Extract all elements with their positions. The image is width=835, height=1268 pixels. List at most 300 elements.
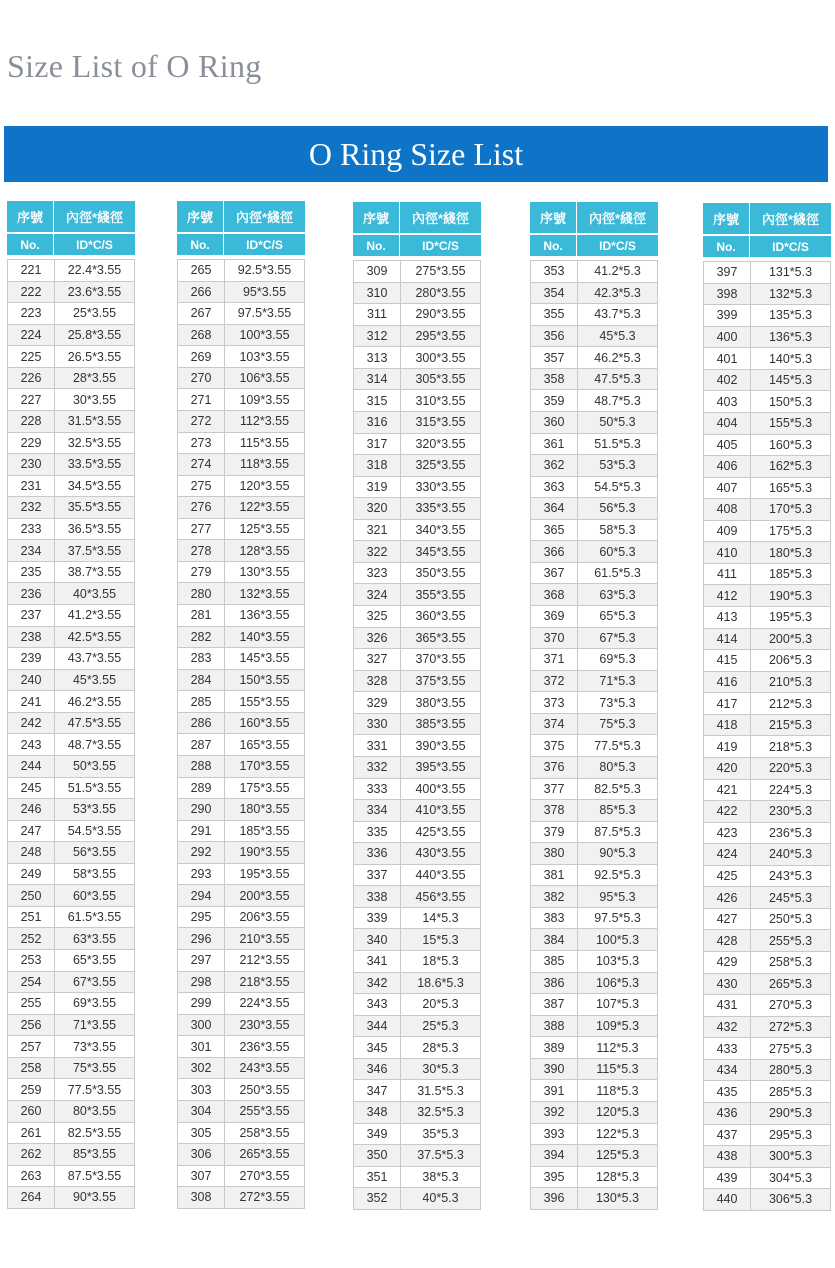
size-number: 327	[354, 649, 401, 670]
table-row	[354, 1124, 481, 1146]
table-row	[178, 670, 305, 692]
table-row	[531, 929, 658, 951]
size-number: 393	[531, 1124, 578, 1145]
size-number: 372	[531, 671, 578, 692]
table-row	[8, 670, 135, 692]
size-dimension: 18.6*5.3	[417, 975, 464, 990]
table-row	[8, 1058, 135, 1080]
table-row	[704, 435, 831, 457]
table-row	[354, 347, 481, 369]
size-dimension: 87.5*3.55	[67, 1168, 122, 1183]
size-number: 349	[354, 1124, 401, 1145]
size-number: 388	[531, 1016, 578, 1037]
size-number: 294	[178, 885, 225, 906]
table-row	[704, 909, 831, 931]
size-number: 436	[704, 1103, 751, 1124]
size-number: 408	[704, 499, 751, 520]
size-number: 252	[8, 928, 55, 949]
table-row	[704, 370, 831, 392]
size-number: 295	[178, 907, 225, 928]
size-dimension: 236*5.3	[768, 825, 813, 840]
size-dimension: 77.5*3.55	[67, 1082, 122, 1097]
table-row	[704, 693, 831, 715]
table-row	[178, 1144, 305, 1166]
table-row	[704, 887, 831, 909]
size-number: 342	[354, 973, 401, 994]
table-row	[8, 325, 135, 347]
size-dimension: 140*5.3	[768, 351, 813, 366]
table-row	[704, 521, 831, 543]
size-dimension: 310*3.55	[415, 393, 466, 408]
size-dimension: 295*5.3	[768, 1127, 813, 1142]
size-number: 375	[531, 735, 578, 756]
table-row	[531, 1188, 658, 1210]
size-number: 314	[354, 369, 401, 390]
size-number: 386	[531, 973, 578, 994]
table-body	[177, 259, 305, 1209]
size-number: 425	[704, 866, 751, 887]
size-number: 336	[354, 843, 401, 864]
size-dimension: 77.5*5.3	[594, 738, 641, 753]
size-number: 242	[8, 713, 55, 734]
table-row	[178, 1187, 305, 1209]
table-row	[704, 780, 831, 802]
header-serial-no: No.	[7, 234, 54, 255]
size-number: 266	[178, 282, 225, 303]
size-number: 437	[704, 1125, 751, 1146]
size-number: 422	[704, 801, 751, 822]
table-row	[704, 995, 831, 1017]
size-dimension: 285*5.3	[768, 1084, 813, 1099]
table-row	[704, 1060, 831, 1082]
table-row	[354, 434, 481, 456]
table-row	[704, 542, 831, 564]
size-number: 379	[531, 822, 578, 843]
size-dimension: 243*5.3	[768, 869, 813, 884]
table-row	[354, 390, 481, 412]
title-banner	[4, 126, 828, 182]
table-row	[354, 951, 481, 973]
table-row	[354, 369, 481, 391]
size-dimension: 32.5*5.3	[417, 1105, 464, 1120]
size-dimension: 370*3.55	[415, 652, 466, 667]
size-number: 275	[178, 476, 225, 497]
size-number: 296	[178, 928, 225, 949]
size-table-3	[353, 202, 481, 1210]
size-dimension: 240*5.3	[768, 847, 813, 862]
size-dimension: 170*3.55	[239, 759, 290, 774]
size-number: 369	[531, 606, 578, 627]
table-row	[178, 1058, 305, 1080]
table-row	[8, 691, 135, 713]
size-number: 290	[178, 799, 225, 820]
table-row	[178, 1036, 305, 1058]
size-dimension: 54.5*5.3	[594, 479, 641, 494]
table-row	[178, 605, 305, 627]
table-row	[354, 822, 481, 844]
size-number: 231	[8, 476, 55, 497]
size-dimension: 330*3.55	[415, 479, 466, 494]
table-row	[531, 822, 658, 844]
size-dimension: 265*5.3	[768, 976, 813, 991]
size-dimension: 82.5*3.55	[67, 1125, 122, 1140]
table-row	[531, 714, 658, 736]
size-number: 432	[704, 1017, 751, 1038]
table-row	[531, 477, 658, 499]
size-dimension: 109*3.55	[239, 392, 290, 407]
size-dimension: 136*3.55	[239, 608, 290, 623]
size-number: 272	[178, 411, 225, 432]
size-number: 357	[531, 347, 578, 368]
size-number: 359	[531, 390, 578, 411]
table-header-english	[177, 234, 305, 255]
size-number: 237	[8, 605, 55, 626]
size-number: 403	[704, 391, 751, 412]
size-number: 335	[354, 822, 401, 843]
size-number: 315	[354, 390, 401, 411]
table-row	[8, 583, 135, 605]
size-dimension: 42.5*3.55	[67, 629, 122, 644]
table-row	[704, 1168, 831, 1190]
size-number: 263	[8, 1166, 55, 1187]
size-dimension: 43.7*3.55	[67, 651, 122, 666]
table-row	[531, 994, 658, 1016]
size-number: 416	[704, 672, 751, 693]
size-number: 405	[704, 435, 751, 456]
table-row	[531, 779, 658, 801]
table-row	[531, 261, 658, 283]
table-header-chinese	[703, 203, 831, 234]
size-dimension: 132*5.3	[768, 286, 813, 301]
size-number: 374	[531, 714, 578, 735]
table-row	[531, 628, 658, 650]
table-row	[531, 1102, 658, 1124]
size-number: 224	[8, 325, 55, 346]
table-row	[704, 327, 831, 349]
size-dimension: 58*3.55	[72, 867, 117, 882]
table-row	[531, 390, 658, 412]
size-dimension: 350*3.55	[415, 566, 466, 581]
size-number: 269	[178, 346, 225, 367]
size-dimension: 230*3.55	[239, 1017, 290, 1032]
table-row	[354, 520, 481, 542]
size-number: 265	[178, 260, 225, 281]
size-dimension: 440*3.55	[415, 868, 466, 883]
size-dimension: 47.5*5.3	[594, 372, 641, 387]
size-dimension: 218*3.55	[239, 974, 290, 989]
size-dimension: 118*3.55	[239, 457, 290, 472]
table-row	[531, 498, 658, 520]
size-dimension: 30*5.3	[422, 1062, 459, 1077]
size-dimension: 150*5.3	[768, 394, 813, 409]
size-dimension: 37.5*5.3	[417, 1148, 464, 1163]
table-row	[178, 1123, 305, 1145]
size-dimension: 34.5*3.55	[67, 478, 122, 493]
size-dimension: 112*3.55	[239, 414, 290, 429]
table-row	[178, 519, 305, 541]
size-number: 428	[704, 930, 751, 951]
table-row	[8, 1079, 135, 1101]
size-dimension: 95*5.3	[599, 889, 636, 904]
table-row	[704, 413, 831, 435]
size-dimension: 212*3.55	[239, 953, 290, 968]
size-number: 240	[8, 670, 55, 691]
table-row	[8, 864, 135, 886]
size-dimension: 31.5*5.3	[417, 1083, 464, 1098]
size-dimension: 40*5.3	[422, 1191, 459, 1206]
size-number: 232	[8, 497, 55, 518]
size-table-5	[703, 203, 831, 1211]
size-dimension: 145*3.55	[239, 651, 290, 666]
size-number: 383	[531, 908, 578, 929]
table-row	[354, 563, 481, 585]
header-serial-no: No.	[353, 235, 400, 256]
table-row	[704, 974, 831, 996]
size-dimension: 365*3.55	[415, 630, 466, 645]
size-dimension: 25*5.3	[422, 1018, 459, 1033]
size-number: 273	[178, 433, 225, 454]
size-dimension: 106*3.55	[239, 371, 290, 386]
table-row	[354, 1188, 481, 1210]
table-row	[354, 1167, 481, 1189]
size-number: 394	[531, 1145, 578, 1166]
size-number: 302	[178, 1058, 225, 1079]
size-dimension: 275*3.55	[415, 264, 466, 279]
size-number: 410	[704, 542, 751, 563]
size-dimension: 87.5*5.3	[594, 824, 641, 839]
size-number: 284	[178, 670, 225, 691]
table-row	[354, 843, 481, 865]
size-number: 324	[354, 584, 401, 605]
size-number: 412	[704, 585, 751, 606]
size-dimension: 275*5.3	[768, 1041, 813, 1056]
table-row	[178, 627, 305, 649]
size-number: 373	[531, 692, 578, 713]
table-row	[704, 1103, 831, 1125]
size-dimension: 23.6*3.55	[67, 284, 122, 299]
table-row	[178, 691, 305, 713]
table-row	[704, 585, 831, 607]
size-number: 420	[704, 758, 751, 779]
table-row	[178, 282, 305, 304]
size-number: 248	[8, 842, 55, 863]
table-row	[531, 757, 658, 779]
size-dimension: 97.5*3.55	[237, 306, 292, 321]
size-number: 250	[8, 885, 55, 906]
size-dimension: 71*5.3	[599, 673, 636, 688]
size-dimension: 75*3.55	[72, 1061, 117, 1076]
table-row	[178, 454, 305, 476]
size-dimension: 56*5.3	[599, 501, 636, 516]
size-number: 338	[354, 886, 401, 907]
table-row	[704, 650, 831, 672]
size-number: 255	[8, 993, 55, 1014]
size-dimension: 67*3.55	[72, 974, 117, 989]
size-dimension: 48.7*5.3	[594, 393, 641, 408]
size-dimension: 61.5*3.55	[67, 910, 122, 925]
size-dimension: 90*3.55	[72, 1190, 117, 1205]
table-row	[178, 476, 305, 498]
size-number: 320	[354, 498, 401, 519]
header-serial-no-cn: 序號	[7, 201, 54, 232]
table-row	[531, 1167, 658, 1189]
table-row	[8, 433, 135, 455]
size-number: 366	[531, 541, 578, 562]
size-dimension: 325*3.55	[415, 458, 466, 473]
size-number: 398	[704, 284, 751, 305]
size-dimension: 109*5.3	[595, 1018, 640, 1033]
size-number: 430	[704, 974, 751, 995]
table-row	[8, 756, 135, 778]
table-row	[178, 993, 305, 1015]
size-number: 371	[531, 649, 578, 670]
table-row	[8, 411, 135, 433]
table-row	[178, 1015, 305, 1037]
size-number: 331	[354, 735, 401, 756]
size-dimension: 53*5.3	[599, 458, 636, 473]
table-row	[8, 1036, 135, 1058]
table-row	[531, 326, 658, 348]
size-number: 427	[704, 909, 751, 930]
size-number: 382	[531, 886, 578, 907]
table-row	[531, 973, 658, 995]
header-id-cs: ID*C/S	[422, 238, 459, 253]
size-dimension: 220*5.3	[768, 761, 813, 776]
size-number: 298	[178, 972, 225, 993]
table-body	[353, 260, 481, 1210]
size-number: 279	[178, 562, 225, 583]
size-number: 407	[704, 478, 751, 499]
size-dimension: 270*3.55	[239, 1168, 290, 1183]
size-number: 300	[178, 1015, 225, 1036]
size-number: 241	[8, 691, 55, 712]
size-number: 347	[354, 1080, 401, 1101]
size-number: 226	[8, 368, 55, 389]
size-dimension: 63*5.3	[599, 587, 636, 602]
size-number: 293	[178, 864, 225, 885]
size-number: 262	[8, 1144, 55, 1165]
table-row	[531, 584, 658, 606]
table-header-chinese	[7, 201, 135, 232]
size-dimension: 272*5.3	[768, 1019, 813, 1034]
size-number: 277	[178, 519, 225, 540]
size-number: 297	[178, 950, 225, 971]
size-dimension: 165*5.3	[768, 480, 813, 495]
table-row	[8, 972, 135, 994]
size-number: 225	[8, 346, 55, 367]
size-dimension: 73*3.55	[72, 1039, 117, 1054]
size-number: 271	[178, 389, 225, 410]
size-number: 387	[531, 994, 578, 1015]
size-dimension: 32.5*3.55	[67, 435, 122, 450]
size-number: 285	[178, 691, 225, 712]
table-row	[704, 478, 831, 500]
table-row	[8, 778, 135, 800]
header-id-cs: ID*C/S	[76, 237, 113, 252]
table-row	[704, 1017, 831, 1039]
size-dimension: 103*5.3	[595, 954, 640, 969]
table-row	[8, 993, 135, 1015]
table-row	[178, 346, 305, 368]
table-row	[8, 1166, 135, 1188]
size-number: 426	[704, 887, 751, 908]
size-dimension: 18*5.3	[422, 954, 459, 969]
table-row	[178, 648, 305, 670]
table-row	[354, 908, 481, 930]
size-dimension: 305*3.55	[415, 372, 466, 387]
table-row	[531, 735, 658, 757]
table-row	[178, 325, 305, 347]
size-number: 322	[354, 541, 401, 562]
table-row	[354, 735, 481, 757]
size-dimension: 90*5.3	[599, 846, 636, 861]
table-row	[704, 823, 831, 845]
size-dimension: 25.8*3.55	[67, 327, 122, 342]
size-dimension: 50*5.3	[599, 415, 636, 430]
table-header-english	[7, 234, 135, 255]
size-dimension: 107*5.3	[595, 997, 640, 1012]
size-dimension: 80*3.55	[72, 1104, 117, 1119]
table-row	[704, 305, 831, 327]
size-dimension: 122*3.55	[239, 500, 290, 515]
size-dimension: 175*5.3	[768, 524, 813, 539]
size-dimension: 50*3.55	[72, 759, 117, 774]
size-dimension: 120*3.55	[239, 478, 290, 493]
size-dimension: 162*5.3	[768, 459, 813, 474]
size-dimension: 335*3.55	[415, 501, 466, 516]
size-number: 345	[354, 1037, 401, 1058]
size-dimension: 320*3.55	[415, 436, 466, 451]
size-number: 330	[354, 714, 401, 735]
table-row	[531, 304, 658, 326]
size-dimension: 180*5.3	[768, 545, 813, 560]
size-dimension: 375*3.55	[415, 673, 466, 688]
header-id-cs-cn: 內徑*綫徑	[235, 210, 294, 225]
size-dimension: 128*5.3	[595, 1169, 640, 1184]
table-row	[8, 1015, 135, 1037]
table-row	[178, 368, 305, 390]
size-number: 392	[531, 1102, 578, 1123]
table-row	[178, 907, 305, 929]
table-body	[530, 260, 658, 1210]
size-number: 376	[531, 757, 578, 778]
table-row	[531, 347, 658, 369]
size-number: 317	[354, 434, 401, 455]
size-dimension: 190*5.3	[768, 588, 813, 603]
size-dimension: 212*5.3	[768, 696, 813, 711]
table-row	[8, 562, 135, 584]
size-number: 328	[354, 671, 401, 692]
size-number: 433	[704, 1038, 751, 1059]
size-dimension: 15*5.3	[422, 932, 459, 947]
table-row	[178, 583, 305, 605]
size-number: 414	[704, 629, 751, 650]
size-dimension: 230*5.3	[768, 804, 813, 819]
table-row	[178, 799, 305, 821]
size-dimension: 46.2*5.3	[594, 350, 641, 365]
size-dimension: 175*3.55	[239, 780, 290, 795]
size-number: 354	[531, 283, 578, 304]
size-number: 370	[531, 628, 578, 649]
size-table-1	[7, 201, 135, 1209]
size-number: 316	[354, 412, 401, 433]
table-row	[354, 714, 481, 736]
size-number: 429	[704, 952, 751, 973]
size-number: 413	[704, 607, 751, 628]
table-body	[7, 259, 135, 1209]
table-row	[354, 412, 481, 434]
size-dimension: 60*3.55	[72, 888, 117, 903]
